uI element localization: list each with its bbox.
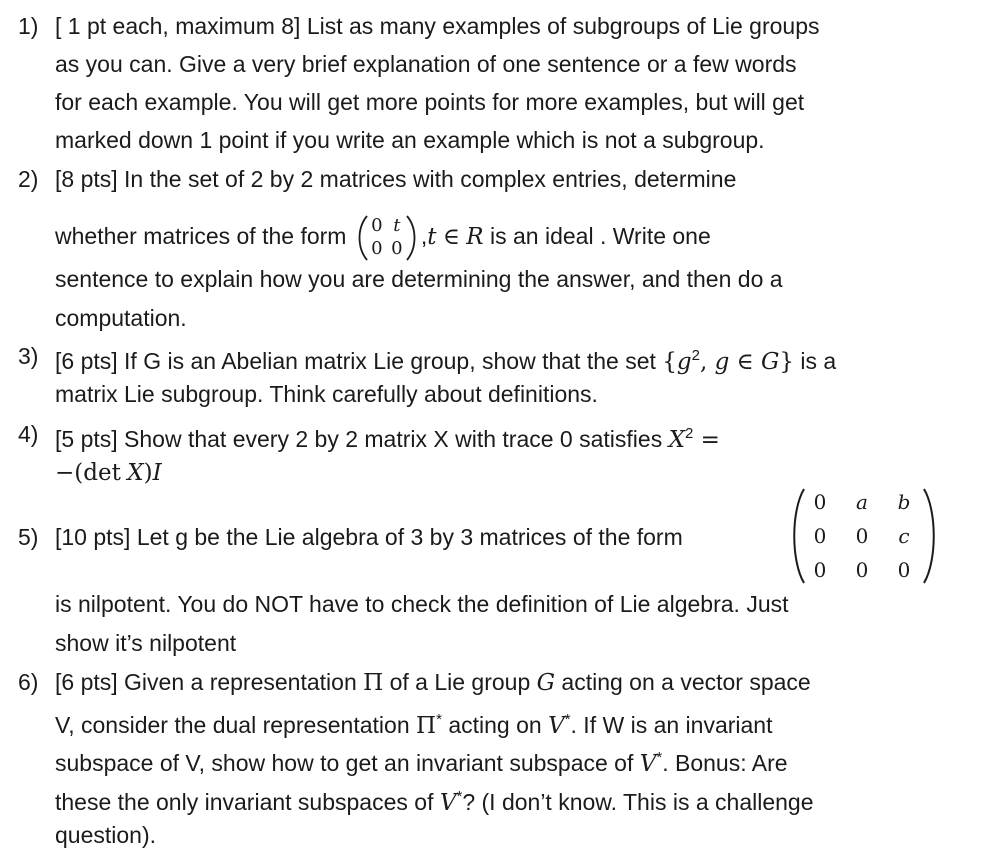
problem-5-line-3: show it’s nilpotent: [55, 630, 237, 656]
problem-4-X: X: [668, 427, 685, 453]
problem-4-I: I: [152, 460, 162, 486]
matrix-2x2-entry-12: t: [393, 215, 401, 236]
problem-4-equals: =: [693, 427, 720, 453]
problem-2-line-2-prefix: whether matrices of the form: [55, 223, 347, 250]
problem-2-line-4: computation.: [55, 305, 187, 331]
problem-4-close: ): [143, 460, 153, 486]
set-element-of: ∈: [729, 349, 761, 375]
problem-6-star-4: *: [456, 788, 463, 805]
matrix-2x2: [355, 214, 419, 262]
problem-2-line-2: whether matrices of the form 0 t 0 0 ,t ∈ R is an ideal . Write one: [55, 214, 711, 262]
problem-6-Pi-dual: Π: [416, 713, 437, 739]
problem-1-line-4: marked down 1 point if you write an example which is not a subgroup.: [55, 127, 765, 153]
problem-2-element-of: ∈: [442, 224, 460, 251]
matrix-3x3-entry-31: 0: [813, 558, 827, 582]
problem-6-line-1: [55, 667, 811, 698]
problem-3-number: 3): [18, 343, 39, 369]
matrix-3x3-entry-11: 0: [813, 490, 827, 514]
matrix-3x3-entry-32: 0: [855, 558, 869, 582]
problem-4-minus-open: −(: [55, 460, 84, 486]
problem-6-G: G: [536, 670, 556, 696]
problem-4-X-exponent: 2: [684, 425, 694, 442]
problem-6-star-1: *: [436, 711, 442, 728]
problem-5-line-1: [10 pts] Let g be the Lie algebra of 3 by 3 matrices of the form: [55, 524, 683, 550]
problem-6-line-2-prefix: V, consider the dual representation: [55, 712, 410, 738]
problem-1-number: 1): [18, 13, 39, 39]
problem-2-line-2-suffix: is an ideal . Write one: [490, 223, 711, 250]
problem-6-number: 6): [18, 669, 39, 695]
problem-6-line-3-suffix: . Bonus: Are: [662, 750, 788, 776]
set-g: g: [676, 349, 692, 375]
problem-6-V-3: V: [439, 790, 457, 816]
set-g-2: g: [714, 349, 730, 375]
problem-4-det: det: [83, 460, 121, 486]
matrix-2x2-entry-11: 0: [371, 215, 383, 236]
problem-5-number: 5): [18, 524, 39, 550]
problem-6-line-1-prefix: [6 pts] Given a representation: [55, 669, 357, 695]
problem-6-star-2: *: [564, 711, 571, 728]
problem-5-line-2: is nilpotent. You do NOT have to check the definition of Lie algebra. Just: [55, 591, 789, 617]
problem-6-line-3: [55, 743, 788, 779]
problem-6-Pi: Π: [363, 670, 384, 696]
problem-6-line-5: question).: [55, 822, 157, 848]
problem-6-line-1-suffix: acting on a vector space: [561, 669, 811, 695]
problem-2-R: R: [466, 224, 484, 251]
problem-6-line-4-prefix: these the only invariant subspaces of: [55, 789, 434, 815]
problem-6-line-1-mid: of a Lie group: [389, 669, 531, 695]
problem-3-line-1-suffix: is a: [800, 348, 837, 374]
problem-2-line-1: [8 pts] In the set of 2 by 2 matrices with complex entries, determine: [55, 166, 737, 192]
set-comma: ,: [699, 349, 715, 375]
problem-4-line-2: [55, 457, 162, 488]
problem-3-line-1: [55, 341, 836, 377]
problem-6-star-3: *: [656, 749, 663, 766]
problem-4-number: 4): [18, 421, 39, 447]
problem-2-line-3: sentence to explain how you are determining the answer, and then do a: [55, 266, 783, 292]
problem-6-line-4-suffix: ? (I don’t know. This is a challenge: [462, 789, 814, 815]
problem-2-t: t: [427, 224, 437, 251]
problem-3-line-1-prefix: [6 pts] If G is an Abelian matrix Lie group, show that the set: [55, 348, 656, 374]
matrix-3x3: [790, 486, 938, 586]
problem-1-line-1: [ 1 pt each, maximum 8] List as many examples of subgroups of Lie groups: [55, 13, 820, 39]
set-open-brace: {: [662, 349, 677, 375]
problem-6-line-4: [55, 782, 814, 818]
set-G: G: [761, 349, 780, 375]
problem-6-V-1: V: [548, 713, 565, 739]
problem-6-line-2: [55, 705, 773, 741]
matrix-2x2-entry-22: 0: [391, 238, 403, 259]
problem-6-line-3-prefix: subspace of V, show how to get an invariant subspace of: [55, 750, 634, 776]
problem-6-line-2-mid: acting on: [448, 712, 542, 738]
problem-6-line-2-suffix: . If W is an invariant: [570, 712, 773, 738]
problem-6-V-2: V: [639, 751, 657, 777]
matrix-2x2-entry-21: 0: [371, 238, 383, 259]
problem-3-line-2: matrix Lie subgroup. Think carefully about definitions.: [55, 381, 598, 407]
matrix-3x3-entry-13: b: [897, 490, 911, 514]
problem-1-line-2: as you can. Give a very brief explanation of one sentence or a few words: [55, 51, 797, 77]
problem-2-number: 2): [18, 166, 39, 192]
matrix-3x3-entry-21: 0: [813, 524, 827, 548]
problem-4-X-2: X: [127, 460, 144, 486]
matrix-3x3-entry-12: a: [856, 490, 868, 514]
problem-4-line-1-prefix: [5 pts] Show that every 2 by 2 matrix X with trace 0 satisfies: [55, 426, 663, 452]
matrix-3x3-entry-22: 0: [855, 524, 869, 548]
matrix-3x3-entry-23: c: [898, 524, 910, 548]
problem-4-line-1: [55, 419, 720, 455]
problem-1-line-3: for each example. You will get more points for more examples, but will get: [55, 89, 805, 115]
set-close-brace: }: [779, 349, 795, 375]
matrix-3x3-entry-33: 0: [897, 558, 911, 582]
set-exponent: 2: [691, 347, 700, 364]
